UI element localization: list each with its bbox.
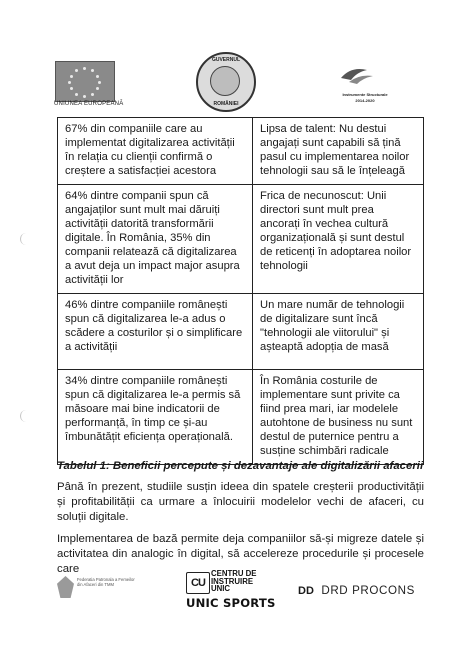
- table-row: [58, 185, 424, 294]
- coat-of-arms-icon: [210, 66, 240, 96]
- table-row: [58, 294, 424, 370]
- cu-box-icon: CU: [186, 572, 210, 594]
- federation-emblem-icon: [57, 576, 74, 598]
- training-center-line1: CENTRU DE: [211, 569, 257, 578]
- unic-sports-brand: UNIC SPORTS: [186, 596, 276, 610]
- drd-procons-logo: [298, 581, 415, 599]
- seal-text-top: GUVERNUL: [211, 57, 241, 63]
- federation-logo-text: Federatia Patronala a Femeilor din Afaceri din TMM: [77, 577, 135, 588]
- body-paragraph-2: Implementarea de bază permite deja companiilor să-și migreze datele și activitatea din analogic în digital, să accelereze procedurile și procesele care: [57, 533, 424, 575]
- table-cell-benefit: 46% dintre companiile românești spun că digitalizarea le-a adus o scădere a costurilor și o simplificare a activității: [58, 294, 253, 370]
- drd-mark-icon: DD: [298, 585, 314, 597]
- body-paragraph-1: Până în prezent, studiile susțin ideea din spatele creșterii productivității și profitabilității ca urmare a înlocuirii modelelor vechi de afaceri, cu soluții digitale.: [57, 481, 424, 523]
- margin-punch-mark: [20, 410, 29, 422]
- eu-flag-logo: [55, 61, 115, 102]
- structural-instruments-label: [330, 92, 400, 104]
- table-row: [58, 370, 424, 465]
- table-cell-benefit: 64% dintre companii spun că angajaților sunt mult mai dăruiți activității datorită transformării digitale. În România, 35% din companii relatează că digitalizarea a avut deja un impact major asupra activității lor: [58, 185, 253, 294]
- federation-logo: [57, 576, 135, 602]
- eu-label: UNIUNEA EUROPEANĂ: [54, 101, 124, 107]
- table-cell-disadvantage: Frica de necunoscut: Unii directori sunt mult prea ancorați în vechea cultură organizațională și sunt destul de reticenți în adoptarea noilor tehnologii: [253, 185, 424, 294]
- is-label-line2: 2014-2020: [355, 98, 375, 103]
- table-row: [58, 118, 424, 185]
- structural-instruments-logo: [337, 64, 377, 86]
- page-footer: [0, 566, 474, 616]
- table-cell-disadvantage: Lipsa de talent: Nu destui angajați sunt capabili să țină pasul cu implementarea noilor tehnologii sau să le înțeleagă: [253, 118, 424, 185]
- seal-text-bottom: ROMÂNIEI: [213, 101, 239, 107]
- table-caption: Tabelul 1: Beneficii percepute și dezavantaje ale digitalizării afacerii: [57, 460, 424, 472]
- is-label-line1: Instrumente Structurale: [342, 92, 388, 97]
- page-header: [0, 0, 474, 115]
- training-center-line3: UNIC: [211, 584, 231, 593]
- benefits-disadvantages-table: [57, 117, 424, 465]
- table-cell-benefit: 67% din companiile care au implementat digitalizarea activității în relația cu clienții confirmă o creștere a satisfacției acestora: [58, 118, 253, 185]
- government-seal-logo: [196, 52, 256, 112]
- training-center-line2: INSTRUIRE: [211, 576, 254, 586]
- training-center-label: [211, 570, 256, 593]
- margin-punch-mark: [20, 233, 29, 245]
- table-cell-benefit: 34% dintre companiile românești spun că digitalizarea le-a permis să măsoare mai bine indicatorii de performanță, în timp ce și-au îmbunătățit eficiența operațională.: [58, 370, 253, 465]
- table-cell-disadvantage: În România costurile de implementare sunt privite ca fiind prea mari, iar modelele autohtone de business nu sunt destul de puternice pentru a susține schimbări radicale: [253, 370, 424, 465]
- table-cell-disadvantage: Un mare număr de tehnologii de digitalizare sunt încă "tehnologii ale viitorului" și așteaptă adopția de masă: [253, 294, 424, 370]
- unic-sports-logo: [186, 570, 276, 610]
- drd-procons-text: DRD PROCONS: [321, 584, 415, 597]
